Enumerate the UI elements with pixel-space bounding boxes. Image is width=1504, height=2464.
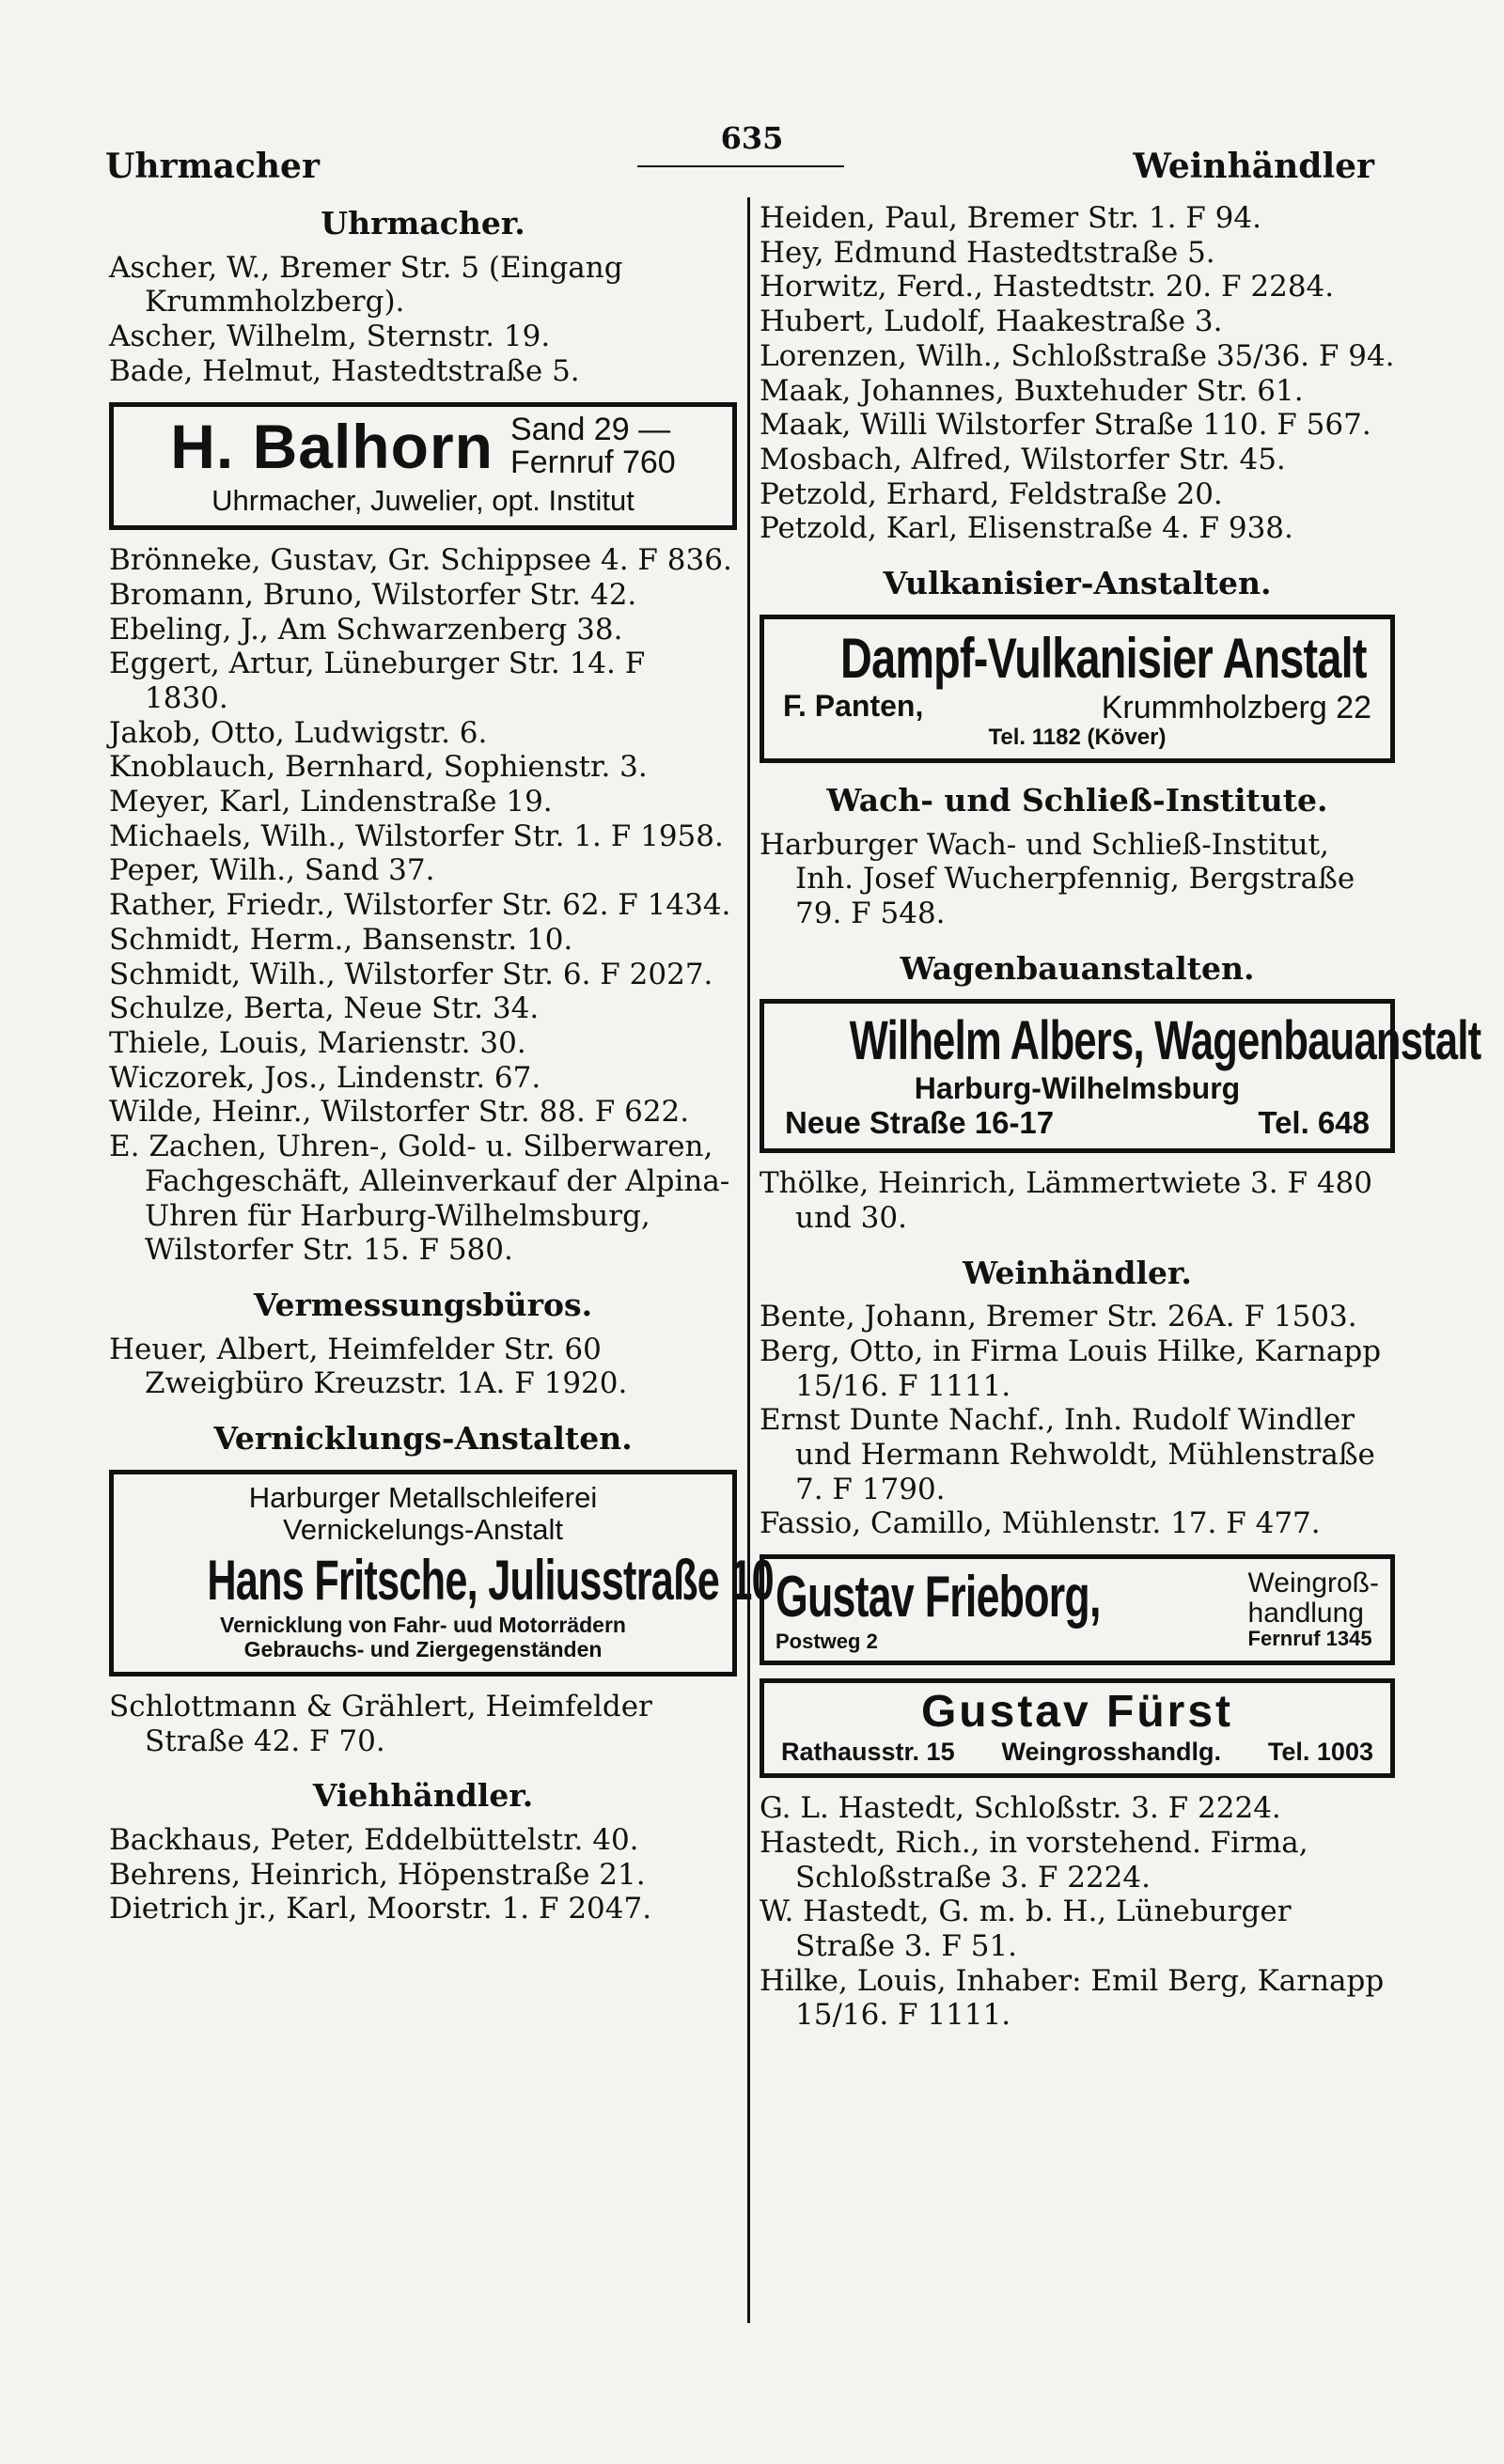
directory-entry: Petzold, Karl, Elisenstraße 4. F 938. <box>760 511 1293 546</box>
ad-albers-place: Harburg-Wilhelmsburg <box>914 1071 1241 1106</box>
listing-wagenbau <box>760 1166 1395 1235</box>
directory-entry: Eggert, Artur, Lüneburger Str. 14. F 1830. <box>109 647 646 715</box>
ad-fuerst-name: Gustav Fürst <box>920 1687 1234 1738</box>
ad-frieborg-name: Gustav Frieborg, <box>776 1565 1101 1630</box>
ad-fuerst-desc: Weingrosshandlg. <box>1001 1737 1222 1766</box>
ad-panten-name: F. Panten, <box>783 688 924 723</box>
directory-entry: Schlottmann & Grählert, Heimfelder Straße 42. F 70. <box>109 1689 652 1758</box>
ad-fritsche <box>109 1470 774 1676</box>
ad-balhorn-contact <box>510 413 676 480</box>
directory-entry: Hubert, Ludolf, Haakestraße 3. <box>760 304 1223 339</box>
listing-vieh <box>109 1823 737 1926</box>
directory-entry: Ascher, Wilhelm, Sternstr. 19. <box>109 320 551 354</box>
directory-entry: Petzold, Erhard, Feldstraße 20. <box>760 476 1223 511</box>
listing-uhrmacher-b <box>109 543 737 1268</box>
directory-entry: Wilde, Heinr., Wilstorfer Str. 88. F 622. <box>109 1095 690 1130</box>
ad-frieborg-phone: Fernruf 1345 <box>1247 1627 1372 1651</box>
directory-entry: E. Zachen, Uhren-, Gold- u. Silberwaren, Fachgeschäft, Alleinverkauf der Alpina-Uhren für Harburg-Wilhelmsburg, Wilstorfer Str. 15. F 580. <box>109 1130 730 1268</box>
running-head-right: Weinhändler <box>1133 147 1374 186</box>
right-column <box>760 201 1481 2033</box>
ad-albers-address: Neue Straße 16-17 <box>785 1105 1055 1141</box>
directory-entry: Meyer, Karl, Lindenstraße 19. <box>109 785 553 819</box>
directory-entry: Mosbach, Alfred, Wilstorfer Str. 45. <box>760 442 1286 476</box>
ad-fritsche-line2: Vernickelungs-Anstalt <box>282 1513 564 1547</box>
section-heading-uhrmacher: Uhrmacher. <box>321 205 525 242</box>
directory-entry: Lorenzen, Wilh., Schloßstraße 35/36. F 94. <box>760 338 1395 373</box>
directory-entry: Schmidt, Herm., Bansenstr. 10. <box>109 922 573 957</box>
directory-entry: Ernst Dunte Nachf., Inh. Rudolf Windler und Hermann Rehwoldt, Mühlenstraße 7. F 1790. <box>760 1403 1375 1506</box>
ad-fuerst-address: Rathausstr. 15 <box>781 1737 955 1766</box>
left-column <box>109 201 774 1926</box>
ad-balhorn-name: H. Balhorn <box>170 411 494 481</box>
ad-fritsche-title: Hans Fritsche, Juliusstraße 10 <box>207 1549 774 1613</box>
ad-fuerst-tel: Tel. 1003 <box>1267 1737 1373 1766</box>
listing-uhrmacher-cont <box>760 201 1395 546</box>
directory-entry: Dietrich jr., Karl, Moorstr. 1. F 2047. <box>109 1892 652 1926</box>
directory-entry: G. L. Hastedt, Schloßstr. 3. F 2224. <box>760 1791 1281 1826</box>
ad-balhorn-phone: Fernruf 760 <box>509 444 676 481</box>
page-number: 635 <box>720 120 784 156</box>
directory-entry: Schulze, Berta, Neue Str. 34. <box>109 991 540 1026</box>
ad-panten-address: Krummholzberg 22 <box>1101 689 1371 725</box>
directory-entry: Ebeling, J., Am Schwarzenberg 38. <box>109 612 623 647</box>
ad-fuerst <box>760 1678 1395 1778</box>
directory-entry: Heuer, Albert, Heimfelder Str. 60 Zweigbüro Kreuzstr. 1A. F 1920. <box>109 1332 628 1401</box>
directory-entry: Hastedt, Rich., in vorstehend. Firma, Schloßstraße 3. F 2224. <box>760 1825 1308 1895</box>
ad-albers-title: Wilhelm Albers, Wagenbauanstalt <box>849 1010 1481 1072</box>
directory-entry: Wiczorek, Jos., Lindenstr. 67. <box>109 1060 541 1095</box>
listing-vernicklung <box>109 1690 737 1758</box>
listing-wein-a <box>760 1300 1395 1541</box>
section-heading-vermessung: Vermessungsbüros. <box>253 1286 593 1323</box>
directory-entry: Bade, Helmut, Hastedtstraße 5. <box>109 353 580 388</box>
ad-balhorn-address: Sand 29 — <box>509 411 671 447</box>
listing-wach <box>760 828 1395 931</box>
section-heading-wein: Weinhändler. <box>963 1254 1192 1291</box>
ad-fritsche-line4: Gebrauchs- und Ziergegenständen <box>243 1637 603 1662</box>
ad-balhorn-subtitle: Uhrmacher, Juwelier, opt. Institut <box>212 484 634 518</box>
ad-frieborg-street: Postweg 2 <box>776 1629 878 1653</box>
ad-panten-tel: Tel. 1182 (Köver) <box>988 725 1167 750</box>
directory-entry: Horwitz, Ferd., Hastedtstr. 20. F 2284. <box>760 270 1335 304</box>
directory-entry: Harburger Wach- und Schließ-Institut, Inh. Josef Wucherpfennig, Bergstraße 79. F 548. <box>760 827 1355 930</box>
column-divider <box>747 197 750 2323</box>
listing-vermessung <box>109 1333 737 1401</box>
directory-entry: Schmidt, Wilh., Wilstorfer Str. 6. F 2027. <box>109 957 713 991</box>
running-head-left: Uhrmacher <box>105 147 320 186</box>
directory-entry: Berg, Otto, in Firma Louis Hilke, Karnapp 15/16. F 1111. <box>760 1333 1382 1403</box>
directory-entry: Thölke, Heinrich, Lämmertwiete 3. F 480 und 30. <box>760 1166 1372 1235</box>
section-heading-vernicklung: Vernicklungs-Anstalten. <box>213 1420 633 1458</box>
ad-fritsche-line3: Vernicklung von Fahr- uud Motorrädern <box>220 1613 626 1638</box>
ad-frieborg <box>760 1554 1395 1665</box>
ad-frieborg-desc1: Weingroß- <box>1247 1567 1379 1599</box>
directory-entry: Peper, Wilh., Sand 37. <box>109 853 435 888</box>
ad-panten <box>760 615 1395 763</box>
directory-entry: Knoblauch, Bernhard, Sophienstr. 3. <box>109 750 648 785</box>
section-heading-vulkanisier: Vulkanisier-Anstalten. <box>883 565 1272 602</box>
ad-albers-tel: Tel. 648 <box>1258 1105 1370 1141</box>
ad-albers <box>760 999 1481 1153</box>
directory-entry: Jakob, Otto, Ludwigstr. 6. <box>109 715 488 750</box>
section-heading-wach: Wach- und Schließ-Institute. <box>826 781 1328 819</box>
directory-entry: Heiden, Paul, Bremer Str. 1. F 94. <box>760 201 1261 235</box>
directory-entry: Hey, Edmund Hastedtstraße 5. <box>760 235 1215 270</box>
ad-fritsche-line1: Harburger Metallschleiferei <box>248 1480 598 1514</box>
header-rule <box>637 165 844 167</box>
directory-entry: Hilke, Louis, Inhaber: Emil Berg, Karnapp 15/16. F 1111. <box>760 1963 1385 2033</box>
listing-wein-b <box>760 1791 1395 2033</box>
section-heading-vieh: Viehhändler. <box>312 1777 534 1815</box>
directory-entry: Ascher, W., Bremer Str. 5 (Eingang Krummholzberg). <box>109 250 623 320</box>
directory-entry: Bromann, Bruno, Wilstorfer Str. 42. <box>109 577 637 612</box>
directory-entry: Maak, Willi Wilstorfer Straße 110. F 567. <box>760 408 1371 443</box>
directory-entry: Bente, Johann, Bremer Str. 26A. F 1503. <box>760 1300 1357 1334</box>
section-heading-wagenbau: Wagenbauanstalten. <box>900 949 1255 987</box>
directory-entry: W. Hastedt, G. m. b. H., Lüneburger Straße 3. F 51. <box>760 1895 1292 1964</box>
directory-entry: Maak, Johannes, Buxtehuder Str. 61. <box>760 373 1304 408</box>
ad-balhorn <box>109 402 737 531</box>
directory-entry: Backhaus, Peter, Eddelbüttelstr. 40. <box>109 1822 639 1857</box>
ad-frieborg-desc2: handlung <box>1247 1597 1364 1629</box>
ad-panten-title: Dampf-Vulkanisier Anstalt <box>840 626 1367 690</box>
listing-uhrmacher-a <box>109 251 737 389</box>
directory-entry: Rather, Friedr., Wilstorfer Str. 62. F 1434. <box>109 888 731 923</box>
directory-entry: Michaels, Wilh., Wilstorfer Str. 1. F 1958. <box>109 819 724 853</box>
directory-entry: Behrens, Heinrich, Höpenstraße 21. <box>109 1857 646 1892</box>
directory-entry: Thiele, Louis, Marienstr. 30. <box>109 1025 526 1060</box>
directory-entry: Brönneke, Gustav, Gr. Schippsee 4. F 836. <box>109 543 732 578</box>
directory-entry: Fassio, Camillo, Mühlenstr. 17. F 477. <box>760 1506 1321 1541</box>
